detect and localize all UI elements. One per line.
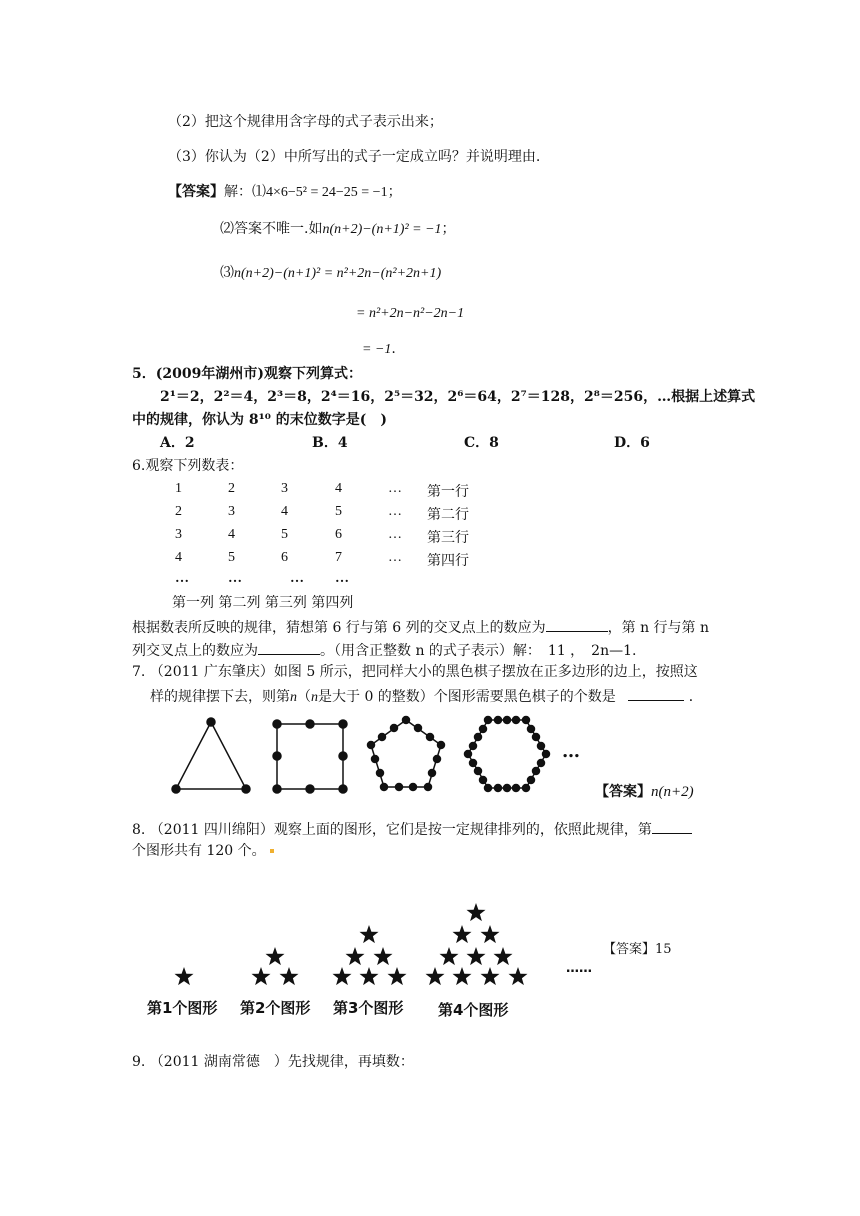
triangle-figure: [172, 718, 250, 793]
q8-star-figures: [0, 870, 860, 1030]
q6-text-line-2: [132, 640, 636, 660]
answer-lead: 解：: [224, 184, 252, 200]
q6-text-2a: 列交叉点上的数应为: [132, 643, 258, 659]
q4-answer-line-4: = n²+2n−n²−2n−1: [356, 306, 465, 321]
star-ellipsis: ……: [566, 961, 592, 976]
q9-line-1: 9. （2011 湖南常德 ）先找规律，再填数：: [132, 1054, 414, 1070]
answer-blank: [546, 617, 608, 632]
q7-ellipsis: …: [562, 741, 581, 762]
table-cell: 3: [175, 527, 182, 542]
q5-heading: 5．(2009年湖州市)观察下列算式：: [132, 366, 362, 382]
table-cell: 6: [281, 550, 288, 565]
answer-label-3: ⑶: [220, 266, 234, 281]
answer-end-3: .: [391, 341, 396, 357]
star-figure-4: [426, 903, 528, 985]
star-figure-3: [333, 925, 407, 985]
answer-label-2: ⑵: [220, 222, 234, 237]
row-label: 第四行: [427, 553, 469, 569]
table-cell: …: [388, 550, 402, 565]
answer-expression-3: n(n+2)−(n+1)² = n²+2n−(n²+2n+1): [234, 266, 442, 281]
q7-text-d: ．: [688, 689, 703, 705]
answer-end-1: ；: [387, 184, 402, 200]
q4-item-3: （3）你认为（2）中所写出的式子一定成立吗？并说明理由.: [168, 149, 541, 165]
answer-expression: n(n+2): [651, 784, 694, 800]
row-label: 第二行: [427, 507, 469, 523]
answer-blank: [258, 640, 320, 655]
q4-answer-line-1: [168, 183, 402, 202]
table-cell: 5: [281, 527, 288, 542]
row-label: 第三行: [427, 530, 469, 546]
star-figure-1: [175, 967, 194, 985]
accent-mark: [270, 849, 274, 853]
table-dots: …: [290, 571, 304, 586]
table-dots: …: [335, 571, 349, 586]
q5-option-a: A．2: [160, 435, 195, 451]
answer-blank: [652, 819, 692, 834]
table-dots: …: [175, 571, 189, 586]
row-label: 第一行: [427, 484, 469, 500]
q7-polygon-figures: [0, 712, 860, 802]
table-cell: 3: [281, 481, 288, 496]
table-cell: 5: [228, 550, 235, 565]
q6-text-2b: 。（用含正整数 n 的式子表示）解： 11 ， 2n—1.: [320, 643, 637, 659]
q7-line-1: 7. （2011 广东肇庆）如图 5 所示，把同样大小的黑色棋子摆放在正多边形的边上，按照这: [132, 664, 698, 680]
star-figure-2: [252, 947, 299, 985]
table-dots: …: [228, 571, 242, 586]
star-figure-label-3: 第3个图形: [333, 999, 404, 1017]
q5-option-c: C．8: [464, 435, 499, 451]
q4-item-2: （2）把这个规律用含字母的式子表示出来；: [168, 114, 443, 130]
star-figure-label-2: 第2个图形: [240, 999, 311, 1017]
q8-text-2: 个图形共有 120 个。: [132, 843, 266, 859]
q7-text-b: （: [297, 689, 311, 705]
q7-var-n: n: [311, 690, 318, 705]
q6-text-line-1: [132, 617, 709, 637]
table-cell: 6: [335, 527, 342, 542]
table-cell: 5: [335, 504, 342, 519]
answer-expression-1: 4×6−5² = 24−25 = −1: [266, 185, 388, 200]
hexagon-figure: [465, 717, 550, 792]
q5-option-d: D．6: [614, 435, 650, 451]
answer-tag: 【答案】: [595, 784, 651, 800]
answer-label-1: ⑴: [252, 185, 266, 200]
q8-answer: 【答案】15: [603, 942, 672, 957]
q6-heading: 6.观察下列数表：: [132, 458, 244, 474]
q8-line-1: [132, 819, 692, 839]
q4-answer-line-2: [220, 220, 456, 239]
table-cell: …: [388, 504, 402, 519]
table-cell: …: [388, 527, 402, 542]
q7-text-a: 样的规律摆下去，则第: [150, 689, 290, 705]
table-cell: 4: [228, 527, 235, 542]
star-figure-label-1: 第1个图形: [147, 999, 218, 1017]
star-figure-label-4: 第4个图形: [438, 1001, 509, 1019]
table-cell: 3: [228, 504, 235, 519]
q7-line-2: [150, 686, 703, 707]
answer-end-2: ；: [441, 221, 456, 237]
q4-answer-line-5: [362, 340, 396, 359]
answer-text-2: 答案不唯一.如: [234, 221, 323, 237]
answer-blank: [628, 686, 684, 701]
answer-expression-2: n(n+2)−(n+1)² = −1: [322, 222, 442, 237]
q7-text-c: 是大于 0 的整数）个图形需要黑色棋子的个数是: [318, 689, 616, 705]
table-cell: 2: [228, 481, 235, 496]
square-figure: [273, 720, 347, 793]
table-cell: 4: [281, 504, 288, 519]
table-cell: 2: [175, 504, 182, 519]
answer-tag: 【答案】: [168, 184, 224, 200]
q6-text-1a: 根据数表所反映的规律，猜想第 6 行与第 6 列的交叉点上的数应为: [132, 620, 546, 636]
q8-line-2: [132, 842, 274, 860]
q6-text-1b: ，第 n 行与第 n: [607, 620, 710, 636]
table-cell: 1: [175, 481, 182, 496]
table-cell: 4: [335, 481, 342, 496]
q5-sequence-line: 2¹＝2，2²＝4，2³＝8，2⁴＝16，2⁵＝32，2⁶＝64，2⁷＝128，2⁸＝256，…根据上述算式: [160, 389, 756, 405]
q4-answer-line-3: [220, 264, 441, 283]
table-cell: 4: [175, 550, 182, 565]
q5-question-line: 中的规律，你认为 8¹⁰ 的末位数字是( ): [132, 412, 388, 428]
q7-var-n: n: [290, 690, 297, 705]
table-cell: 7: [335, 550, 342, 565]
table-cell: …: [388, 481, 402, 496]
pentagon-figure: [368, 717, 445, 791]
q8-text-1: 8. （2011 四川绵阳）观察上面的图形，它们是按一定规律排列的，依照此规律，第: [132, 822, 652, 838]
q5-option-b: B．4: [312, 435, 348, 451]
q6-column-labels: 第一列 第二列 第三列 第四列: [172, 595, 354, 611]
answer-result: = −1: [362, 342, 392, 357]
q7-answer: [595, 783, 694, 801]
